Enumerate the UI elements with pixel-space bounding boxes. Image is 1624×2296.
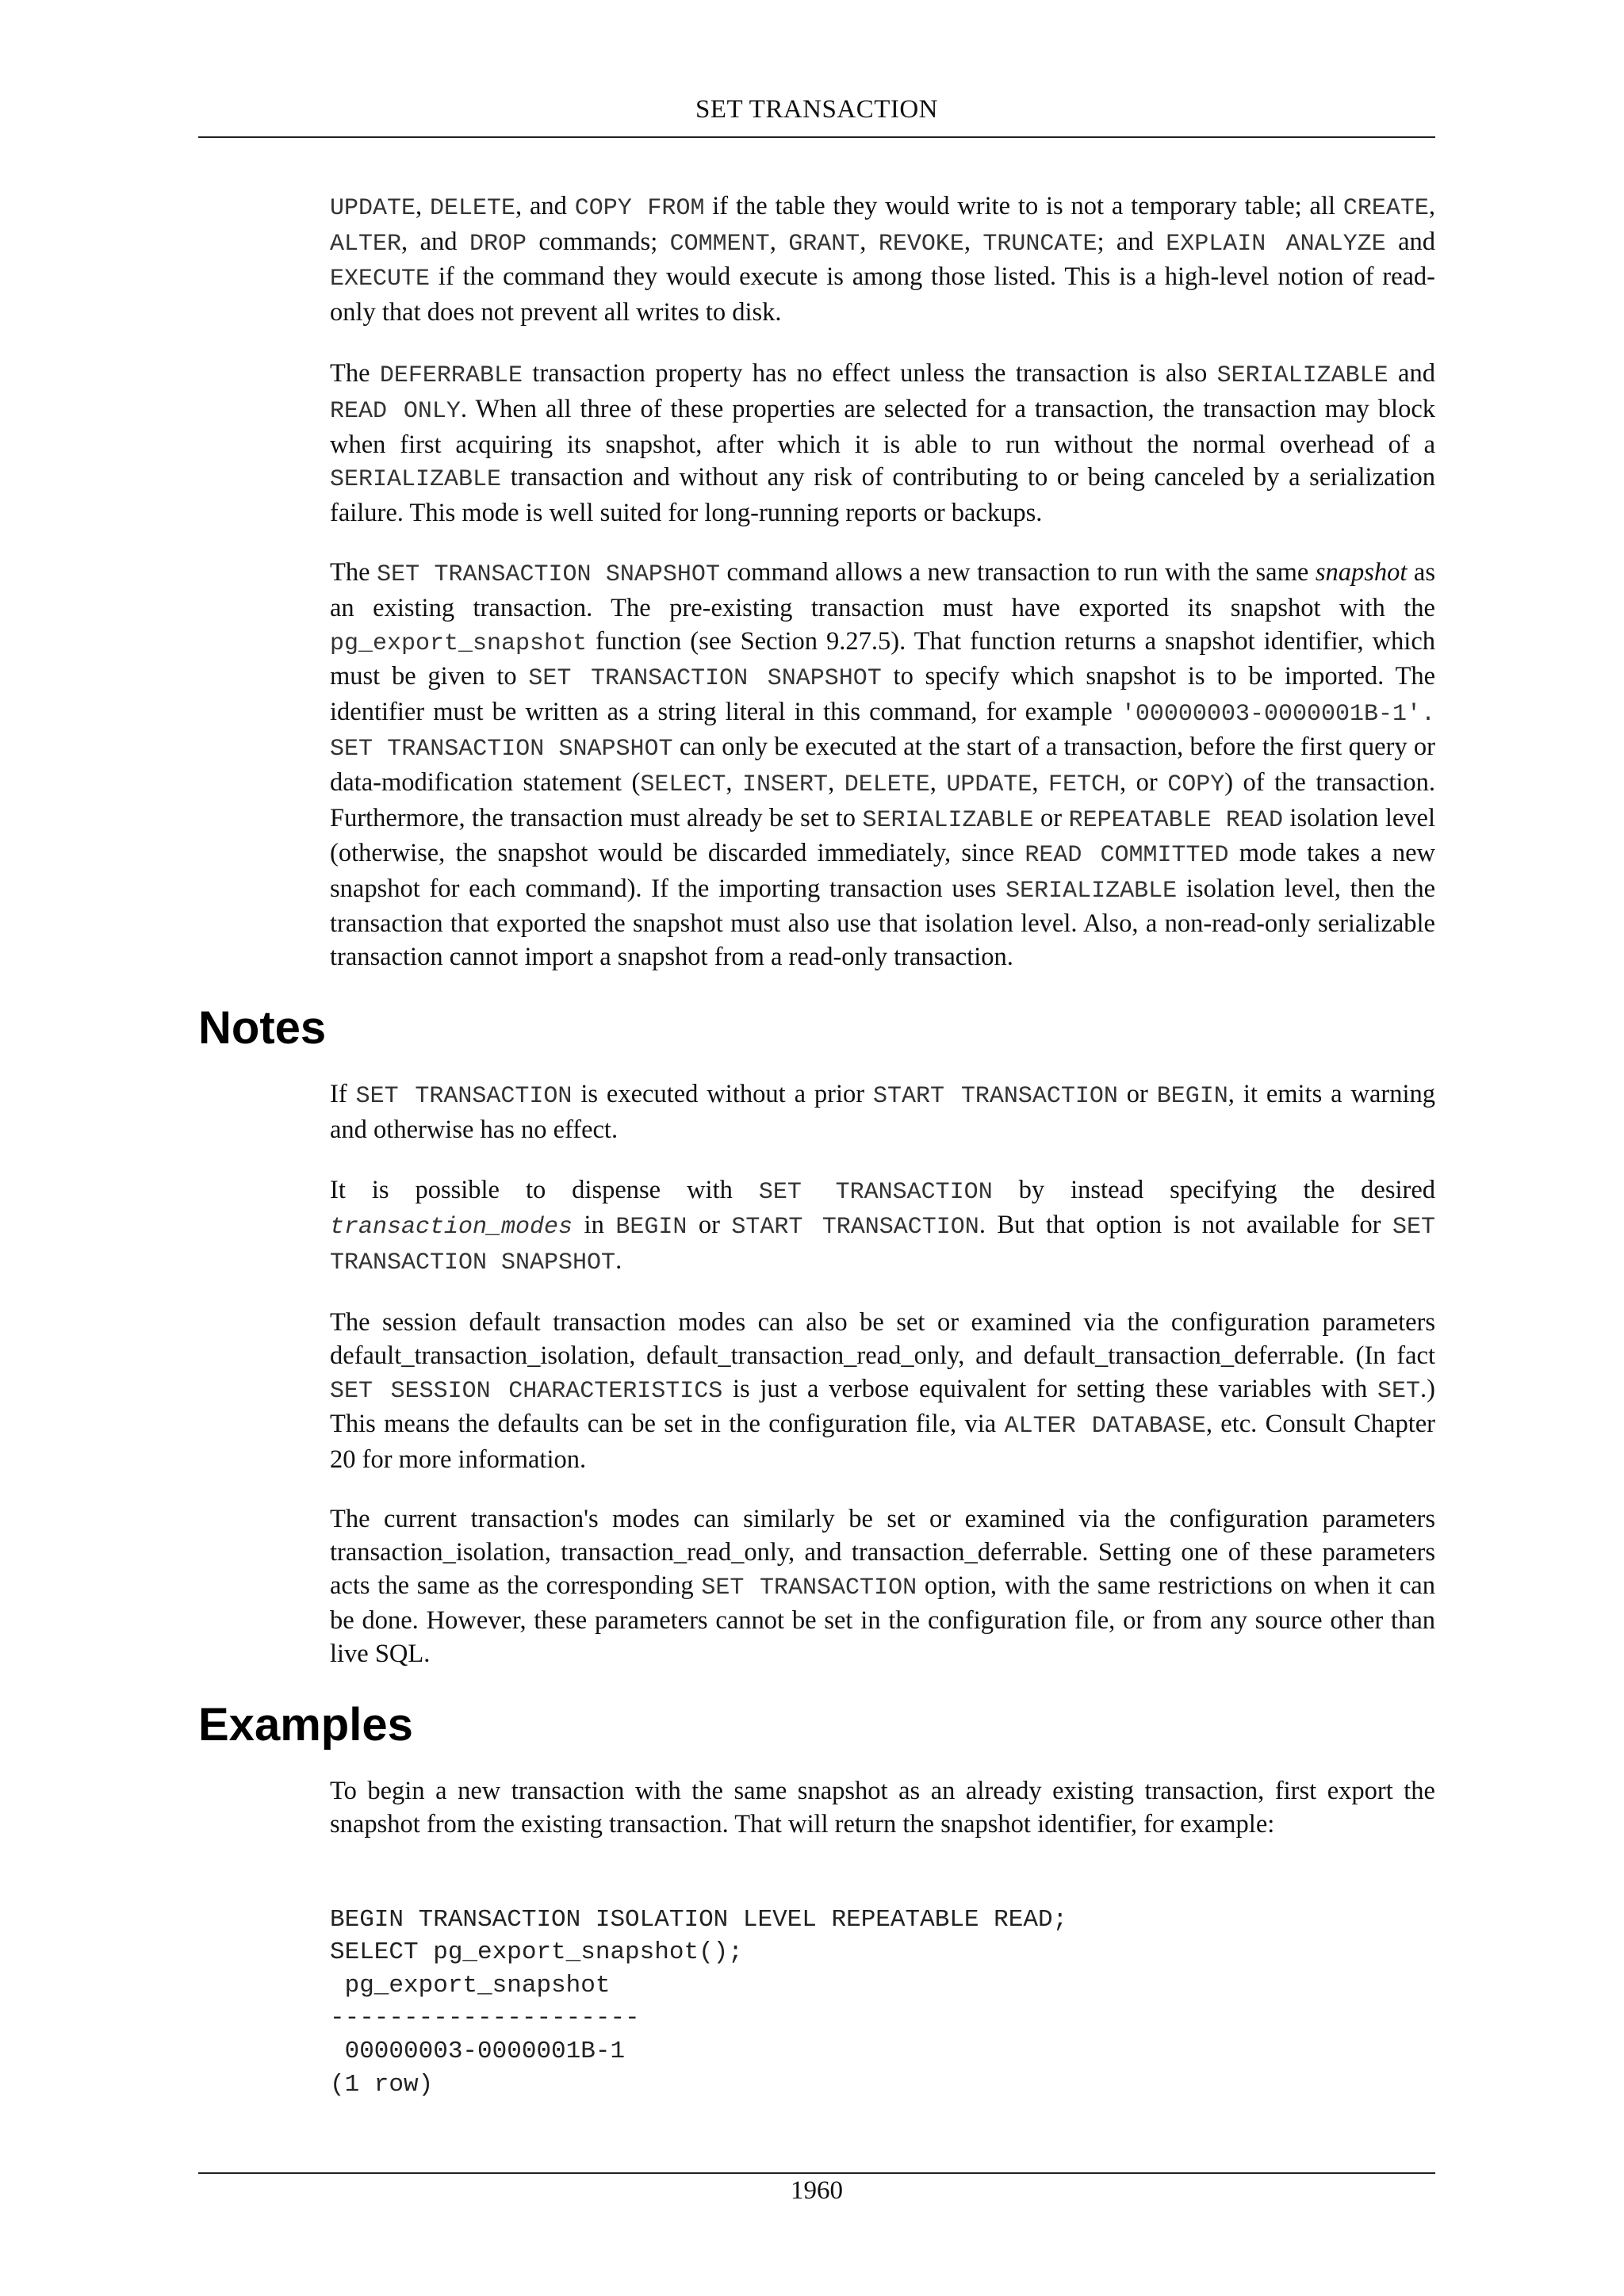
code-line: BEGIN TRANSACTION ISOLATION LEVEL REPEATABLE READ; bbox=[330, 1905, 1068, 1934]
code-term: INSERT bbox=[742, 771, 829, 798]
code-term: DEFERRABLE bbox=[379, 362, 523, 390]
code-term: SERIALIZABLE bbox=[1216, 362, 1388, 390]
code-term: READ COMMITTED bbox=[1025, 842, 1229, 870]
code-term: COMMENT bbox=[669, 230, 770, 258]
code-example bbox=[330, 1904, 1435, 2102]
code-term: ALTER bbox=[330, 230, 402, 258]
code-term: COPY bbox=[1167, 771, 1225, 798]
code-term: SET TRANSACTION bbox=[701, 1574, 917, 1601]
paragraph-note-warning: If SET TRANSACTION is executed without a prior START TRANSACTION or BEGIN, it emits a warning and otherwise has no effect. bbox=[330, 1080, 1435, 1145]
code-term: SET TRANSACTION bbox=[758, 1178, 993, 1206]
code-term: DROP bbox=[469, 230, 527, 258]
emphasis-term: transaction_modes bbox=[330, 1214, 573, 1242]
code-term: COPY FROM bbox=[574, 195, 705, 222]
paragraph-snapshot: The SET TRANSACTION SNAPSHOT command allows a new transaction to run with the same snapshot as an existing transaction. The pre-existing transaction must have exported its snapshot with the pg_export_snapshot function (see Section 9.27.5). That function returns a snapshot identifier, which must be given to SET TRANSACTION SNAPSHOT to specify which snapshot is to be imported. The identifier must be written as a string literal in this command, for example '00000003-0000001B-1'. SET TRANSACTION SNAPSHOT can only be executed at the start of a transaction, before the first query or data-modification statement (SELECT, INSERT, DELETE, UPDATE, FETCH, or COPY) of the transaction. Furthermore, the transaction must already be set to SERIALIZABLE or REPEATABLE READ isolation level (otherwise, the snapshot would be discarded immediately, since READ COMMITTED mode takes a new snapshot for each command). If the importing transaction uses SERIALIZABLE isolation level, then the transaction that exported the snapshot must also use that isolation level. Also, a non-read-only serializable transaction cannot import a snapshot from a read-only transaction. bbox=[330, 558, 1436, 971]
paragraph-example-intro: To begin a new transaction with the same snapshot as an already existing transaction, first export the snapshot from the existing transaction. That will return the snapshot identifier, for example: bbox=[330, 1777, 1435, 1839]
code-term: pg_export_snapshot bbox=[330, 629, 588, 657]
code-term: TRUNCATE bbox=[982, 230, 1097, 258]
page-body bbox=[198, 190, 1435, 2101]
paragraph-read-only-commands: UPDATE, DELETE, and COPY FROM if the table they would write to is not a temporary table; all CREATE, ALTER, and DROP commands; COMMENT, GRANT, REVOKE, TRUNCATE; and EXPLAIN ANALYZE and EXECUTE if the command they would execute is among those listed. This is a high-level notion of read-only that does not prevent all writes to disk. bbox=[330, 192, 1435, 327]
paragraph-note-current-modes: The current transaction's modes can similarly be set or examined via the configuration parameters transaction_isolation, transaction_read_only, and transaction_deferrable. Setting one of these parameters acts the same as the corresponding SET TRANSACTION option, with the same restrictions on when it can be done. However, these parameters cannot be set in the configuration file, or from any source other than live SQL. bbox=[330, 1505, 1435, 1668]
code-term: EXPLAIN ANALYZE bbox=[1166, 230, 1386, 258]
code-term: SERIALIZABLE bbox=[1005, 877, 1178, 905]
code-term: START TRANSACTION bbox=[731, 1214, 979, 1242]
footer-rule bbox=[198, 2172, 1435, 2174]
code-term: SERIALIZABLE bbox=[330, 466, 502, 494]
notes-heading: Notes bbox=[198, 1002, 327, 1054]
code-line: 00000003-0000001B-1 bbox=[330, 2037, 626, 2065]
code-term: SERIALIZABLE bbox=[862, 806, 1034, 834]
header-rule bbox=[198, 136, 1435, 138]
examples-heading: Examples bbox=[198, 1699, 413, 1751]
paragraph-note-dispense: It is possible to dispense with SET TRANSACTION by instead specifying the desired transaction_modes in BEGIN or START TRANSACTION. But that option is not available for SET TRANSACTION SNAPSHOT. bbox=[330, 1175, 1435, 1276]
code-term: GRANT bbox=[788, 230, 860, 258]
code-term: SET TRANSACTION SNAPSHOT bbox=[528, 665, 882, 693]
code-term: CREATE bbox=[1342, 195, 1429, 222]
code-term: BEGIN bbox=[1156, 1083, 1228, 1111]
paragraph-deferrable: The DEFERRABLE transaction property has no effect unless the transaction is also SERIALIZABLE and READ ONLY. When all three of these properties are selected for a transaction, the transaction may block when first acquiring its snapshot, after which it is able to run without the normal overhead of a SERIALIZABLE transaction and without any risk of contributing to or being canceled by a serialization failure. This mode is well suited for long-running reports or backups. bbox=[330, 359, 1436, 527]
code-term: DELETE bbox=[844, 771, 930, 798]
page-header: SET TRANSACTION bbox=[695, 95, 939, 124]
paragraph-note-session-defaults: The session default transaction modes can also be set or examined via the configuration parameters default_transaction_isolation, default_transaction_read_only, and default_transaction_deferrable. (In fact SET SESSION CHARACTERISTICS is just a verbose equivalent for setting these variables with SET.) This means the defaults can be set in the configuration file, via ALTER DATABASE, etc. Consult Chapter 20 for more information. bbox=[330, 1308, 1435, 1474]
code-term: ALTER DATABASE bbox=[1004, 1413, 1206, 1441]
code-term: SELECT bbox=[640, 771, 726, 798]
code-term: UPDATE bbox=[330, 195, 416, 222]
code-term: BEGIN bbox=[615, 1214, 688, 1242]
code-term: FETCH bbox=[1048, 771, 1120, 798]
code-term: EXECUTE bbox=[330, 266, 431, 293]
code-term: SET TRANSACTION SNAPSHOT bbox=[330, 736, 673, 763]
code-term: SET bbox=[1377, 1377, 1421, 1405]
code-line: pg_export_snapshot bbox=[330, 1971, 611, 1999]
code-term: DELETE bbox=[429, 195, 516, 222]
code-term: '00000003-0000001B-1'. bbox=[1120, 700, 1435, 728]
code-term: REPEATABLE READ bbox=[1068, 806, 1283, 834]
code-term: UPDATE bbox=[946, 771, 1032, 798]
code-term: READ ONLY bbox=[330, 397, 461, 425]
code-line: (1 row) bbox=[330, 2070, 434, 2099]
code-term: SET SESSION CHARACTERISTICS bbox=[330, 1377, 723, 1405]
code-line: SELECT pg_export_snapshot(); bbox=[330, 1938, 743, 1967]
code-term: SET TRANSACTION SNAPSHOT bbox=[377, 561, 720, 589]
code-term: REVOKE bbox=[878, 230, 964, 258]
code-line: --------------------- bbox=[330, 2004, 640, 2033]
page-number: 1960 bbox=[791, 2176, 843, 2205]
code-term: START TRANSACTION bbox=[873, 1083, 1118, 1111]
emphasis-term: snapshot bbox=[1315, 558, 1408, 587]
code-term: SET TRANSACTION bbox=[355, 1083, 573, 1111]
code-term: SET TRANSACTION SNAPSHOT bbox=[330, 1214, 1435, 1276]
